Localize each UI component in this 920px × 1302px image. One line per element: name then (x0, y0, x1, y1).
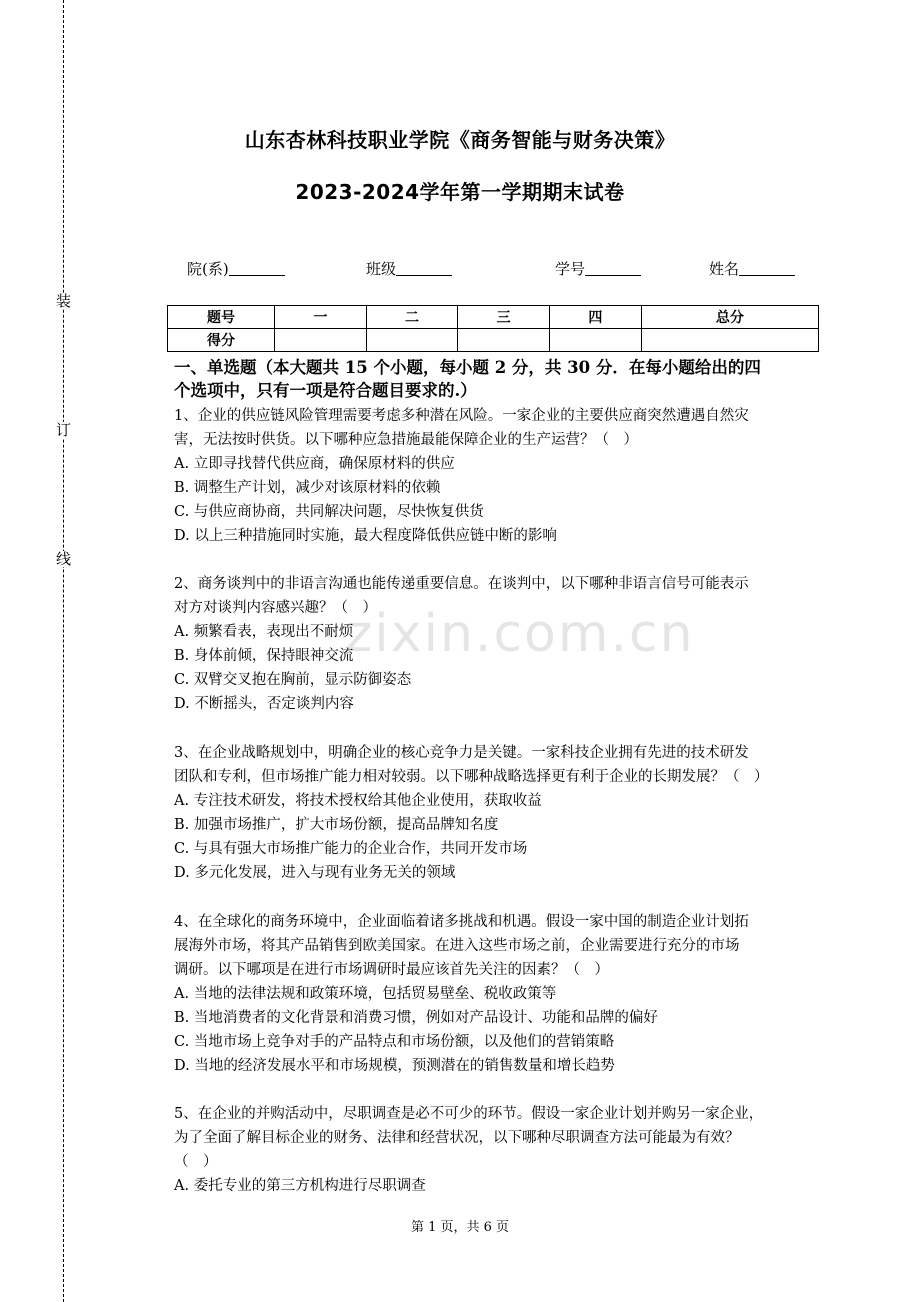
exam-title-line1: 山东杏林科技职业学院《商务智能与财务决策》 (244, 128, 676, 152)
score-cell[interactable] (458, 329, 550, 352)
question-2-text: 对方对谈判内容感兴趣？（ ） (174, 600, 377, 616)
info-label: 院(系) (187, 260, 229, 278)
question-4-text: 4、在全球化的商务环境中，企业面临着诸多挑战和机遇。假设一家中国的制造企业计划拓 (174, 914, 749, 930)
question-3-option-b: B. 加强市场推广，扩大市场份额，提高品牌知名度 (174, 817, 499, 833)
score-table-header-cell: 二 (366, 306, 458, 329)
student-id-blank[interactable] (585, 259, 641, 276)
question-2-option-a: A. 频繁看表，表现出不耐烦 (174, 624, 354, 640)
question-4-option-b: B. 当地消费者的文化背景和消费习惯，例如对产品设计、功能和品牌的偏好 (174, 1010, 658, 1026)
section-title-line: 个选项中，只有一项是符合题目要求的.） (174, 381, 477, 400)
binding-char-xian: 线 (56, 550, 72, 568)
question-5-text: 为了全面了解目标企业的财务、法律和经营状况，以下哪种尽职调查方法可能最为有效？ (174, 1130, 740, 1146)
score-cell[interactable] (275, 329, 367, 352)
question-5-text: 5、在企业的并购活动中，尽职调查是必不可少的环节。假设一家企业计划并购另一家企业， (174, 1106, 764, 1122)
question-4-text: 调研。以下哪项是在进行市场调研时最应该首先关注的因素？（ ） (174, 962, 609, 978)
watermark: zixin.com.cn (345, 604, 695, 664)
info-label: 姓名 (709, 260, 740, 278)
score-cell[interactable] (550, 329, 642, 352)
question-1-option-a: A. 立即寻找替代供应商，确保原材料的供应 (174, 456, 455, 472)
score-table (167, 305, 819, 352)
question-1-option-b: B. 调整生产计划，减少对该原材料的依赖 (174, 480, 441, 496)
question-1-option-c: C. 与供应商协商，共同解决问题，尽快恢复供货 (174, 504, 484, 520)
question-1-option-d: D. 以上三种措施同时实施，最大程度降低供应链中断的影响 (174, 528, 557, 544)
question-2-option-c: C. 双臂交叉抱在胸前，显示防御姿态 (174, 672, 412, 688)
name-blank[interactable] (739, 259, 795, 276)
score-table-header-row (168, 306, 819, 329)
info-field-department (187, 258, 285, 279)
question-4-option-d: D. 当地的经济发展水平和市场规模，预测潜在的销售数量和增长趋势 (174, 1058, 615, 1074)
question-4-option-a: A. 当地的法律法规和政策环境，包括贸易壁垒、税收政策等 (174, 986, 557, 1002)
score-cell[interactable] (641, 329, 818, 352)
exam-title-line2: 2023-2024学年第一学期期末试卷 (295, 180, 625, 204)
score-table-score-row (168, 329, 819, 352)
info-label: 班级 (366, 260, 397, 278)
question-2-option-b: B. 身体前倾，保持眼神交流 (174, 648, 354, 664)
class-blank[interactable] (396, 259, 452, 276)
binding-char-zhuang: 装 (56, 292, 72, 310)
question-4-option-c: C. 当地市场上竞争对手的产品特点和市场份额，以及他们的营销策略 (174, 1034, 615, 1050)
department-blank[interactable] (229, 259, 285, 276)
score-table-header-cell: 总分 (641, 306, 818, 329)
section-title (174, 356, 820, 402)
question-3-text: 3、在企业战略规划中，明确企业的核心竞争力是关键。一家科技企业拥有先进的技术研发 (174, 745, 749, 761)
score-table-header-cell: 四 (550, 306, 642, 329)
question-3-option-c: C. 与具有强大市场推广能力的企业合作，共同开发市场 (174, 841, 528, 857)
question-2-text: 2、商务谈判中的非语言沟通也能传递重要信息。在谈判中，以下哪种非语言信号可能表示 (174, 576, 749, 592)
binding-char-ding: 订 (56, 421, 72, 439)
score-table-header-cell: 一 (275, 306, 367, 329)
info-field-class (366, 258, 452, 279)
score-cell[interactable] (366, 329, 458, 352)
question-1-text: 1、企业的供应链风险管理需要考虑多种潜在风险。一家企业的主要供应商突然遭遇自然灾 (174, 408, 749, 424)
question-3-option-d: D. 多元化发展，进入与现有业务无关的领域 (174, 865, 456, 881)
question-5-text: （ ） (174, 1154, 218, 1170)
info-label: 学号 (555, 260, 586, 278)
section-title-line: 一、单选题（本大题共 15 个小题，每小题 2 分，共 30 分．在每小题给出的四 (174, 358, 761, 377)
question-5-option-a: A. 委托专业的第三方机构进行尽职调查 (174, 1178, 426, 1194)
info-field-student-id (555, 258, 641, 279)
question-4-text: 展海外市场，将其产品销售到欧美国家。在进入这些市场之前，企业需要进行充分的市场 (174, 938, 740, 954)
info-field-name (709, 258, 795, 279)
score-row-label: 得分 (168, 329, 275, 352)
page-footer: 第 1 页，共 6 页 (410, 1220, 510, 1235)
score-table-header-cell: 题号 (168, 306, 275, 329)
question-1-text: 害，无法按时供货。以下哪种应急措施最能保障企业的生产运营？（ ） (174, 432, 638, 448)
question-3-text: 团队和专利，但市场推广能力相对较弱。以下哪种战略选择更有利于企业的长期发展？（ ） (174, 769, 769, 785)
question-3-option-a: A. 专注技术研发，将技术授权给其他企业使用，获取收益 (174, 793, 542, 809)
score-table-header-cell: 三 (458, 306, 550, 329)
question-2-option-d: D. 不断摇头，否定谈判内容 (174, 696, 354, 712)
